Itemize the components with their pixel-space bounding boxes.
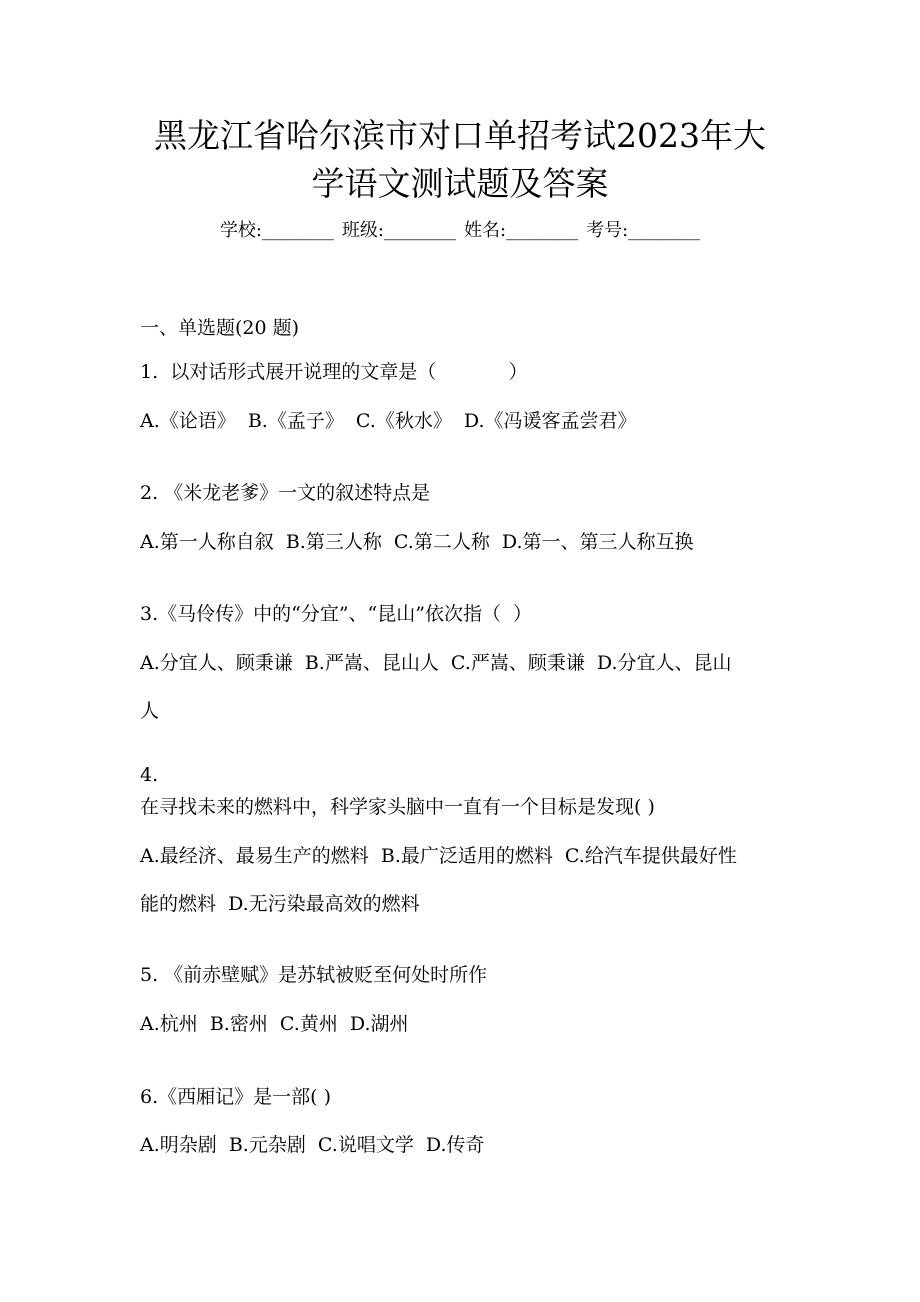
question-6-options: A.明杂剧 B.元杂剧 C.说唱文学 D.传奇 [140, 1134, 485, 1156]
question-5-stem: 5. 《前赤壁赋》是苏轼被贬至何处时所作 [140, 964, 488, 986]
question-4-options-line-1: A.最经济、最易生产的燃料 B.最广泛适用的燃料 C.给汽车提供最好性 [140, 845, 737, 867]
question-2-stem: 2. 《米龙老爹》一文的叙述特点是 [140, 482, 431, 504]
document-title-line-2: 学语文测试题及答案 [311, 164, 609, 203]
question-1-options: A.《论语》 B.《孟子》 C.《秋水》 D.《冯谖客孟尝君》 [140, 410, 637, 432]
question-5-options: A.杭州 B.密州 C.黄州 D.湖州 [140, 1013, 409, 1035]
exam-number-field: 考号:________ [586, 220, 701, 241]
name-field: 姓名:________ [464, 220, 579, 241]
section-heading: 一、单选题(20 题) [140, 317, 300, 339]
document-title-line-1: 黑龙江省哈尔滨市对口单招考试2023年大 [154, 116, 766, 155]
student-info-line [0, 218, 920, 244]
question-2-options: A.第一人称自叙 B.第三人称 C.第二人称 D.第一、第三人称互换 [140, 531, 694, 553]
question-4-stem: 在寻找未来的燃料中，科学家头脑中一直有一个目标是发现( ) [140, 796, 655, 818]
question-4-number: 4. [140, 764, 159, 786]
question-3-options-line-2: 人 [140, 700, 160, 722]
question-1-stem: 1. 以对话形式展开说理的文章是（ ） [140, 361, 528, 383]
school-field: 学校:________ [219, 220, 334, 241]
question-3-stem: 3.《马伶传》中的“分宜”、“昆山”依次指（ ） [140, 603, 533, 625]
class-field: 班级:________ [341, 220, 456, 241]
question-4-options-line-2: 能的燃料 D.无污染最高效的燃料 [140, 893, 420, 915]
question-6-stem: 6.《西厢记》是一部( ) [140, 1086, 331, 1108]
question-3-options-line-1: A.分宜人、顾秉谦 B.严嵩、昆山人 C.严嵩、顾秉谦 D.分宜人、昆山 [140, 652, 732, 674]
